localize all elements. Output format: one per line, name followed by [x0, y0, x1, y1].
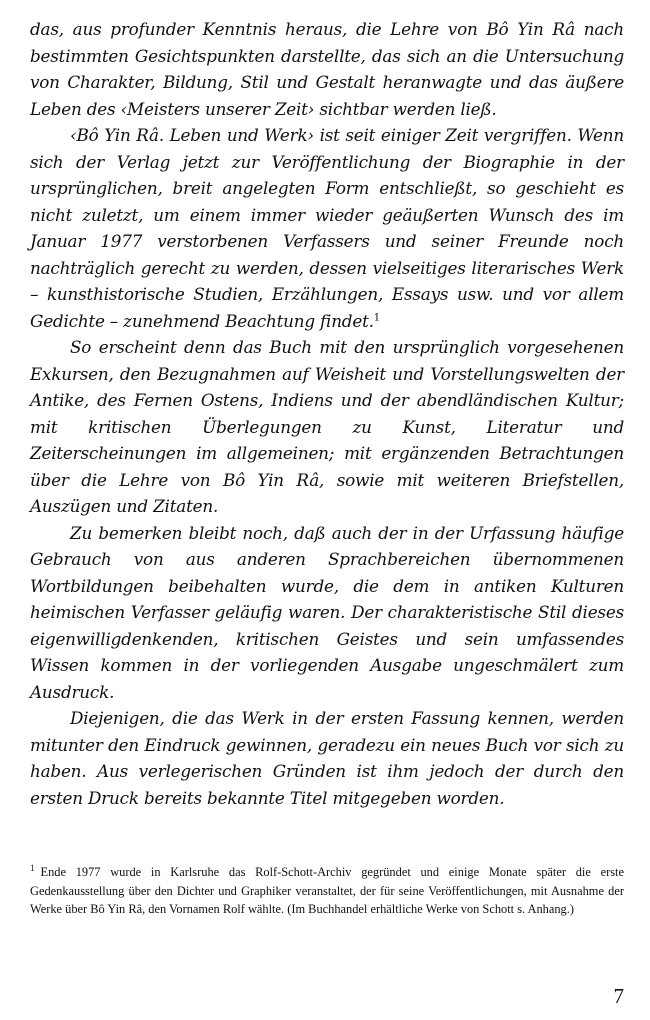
paragraph-4: Zu bemerken bleibt noch, daß auch der in der Urfassung häufige Gebrauch von aus anderen Sprachbereichen übernommenen Wortbildungen beibehalten wurde, die dem in antiken Kulturen heimischen Verfasser geläufig waren. Der charakteristische Stil dieses eigenwilligdenkenden, kritischen Geistes und sein umfassendes Wissen kommen in der vorliegenden Ausgabe ungeschmälert zum Ausdruck.	[30, 522, 624, 702]
paragraph-3: So erscheint denn das Buch mit den ursprünglich vorgesehenen Exkursen, den Bezugnahmen auf Weisheit und Vorstellungswelten der Antike, des Fernen Ostens, Indiens und der abendländischen Kultur; mit kritischen Überlegungen zu Kunst, Literatur und Zeiterscheinungen im allgemeinen; mit ergänzenden Betrachtungen über die Lehre von Bô Yin Râ, sowie mit weiteren Briefstellen, Auszügen und Zitaten.	[30, 337, 624, 516]
footnote	[30, 863, 624, 919]
footnote-mark: 1	[30, 862, 35, 873]
footnote-reference: 1	[373, 311, 380, 323]
footnote-text: Ende 1977 wurde in Karlsruhe das Rolf-Schott-Archiv gegründet und einige Monate später die erste Gedenkausstellung über den Dichter und Graphiker veranstaltet, der für seine Veröffentlichungen, mit Ausnahme der Werke über Bô Yin Râ, den Vornamen Rolf wählte. (Im Buchhandel erhältliche Werke von Schott s. Anhang.)	[30, 865, 624, 916]
body-text	[30, 16, 624, 811]
paragraph-1: das, aus profunder Kenntnis heraus, die Lehre von Bô Yin Râ nach bestimmten Gesichtspunkten darstellte, das sich an die Untersuchung von Charakter, Bildung, Stil und Gestalt heranwagte und das äußere Leben des ‹Meisters unserer Zeit› sichtbar werden ließ.	[30, 19, 624, 119]
page-number: 7	[613, 984, 624, 1008]
paragraph-5: Diejenigen, die das Werk in der ersten Fassung kennen, werden mitunter den Eindruck gewinnen, geradezu ein neues Buch vor sich zu haben. Aus verlegerischen Gründen ist ihm jedoch der durch den ersten Druck bereits bekannte Titel mitgegeben worden.	[30, 708, 624, 808]
paragraph-2	[30, 122, 624, 334]
paragraph-2-text: ‹Bô Yin Râ. Leben und Werk› ist seit einiger Zeit vergriffen. Wenn sich der Verlag jetzt zur Veröffentlichung der Biographie in der ursprünglichen, breit angelegten Form entschließt, so geschieht es nicht zuletzt, um einem immer wieder geäußerten Wunsch des im Januar 1977 verstorbenen Verfassers und seiner Freunde noch nachträglich gerecht zu werden, dessen vielseitiges literarisches Werk – kunsthistorische Studien, Erzählungen, Essays usw. und vor allem Gedichte – zunehmend Beachtung findet.	[30, 125, 624, 331]
